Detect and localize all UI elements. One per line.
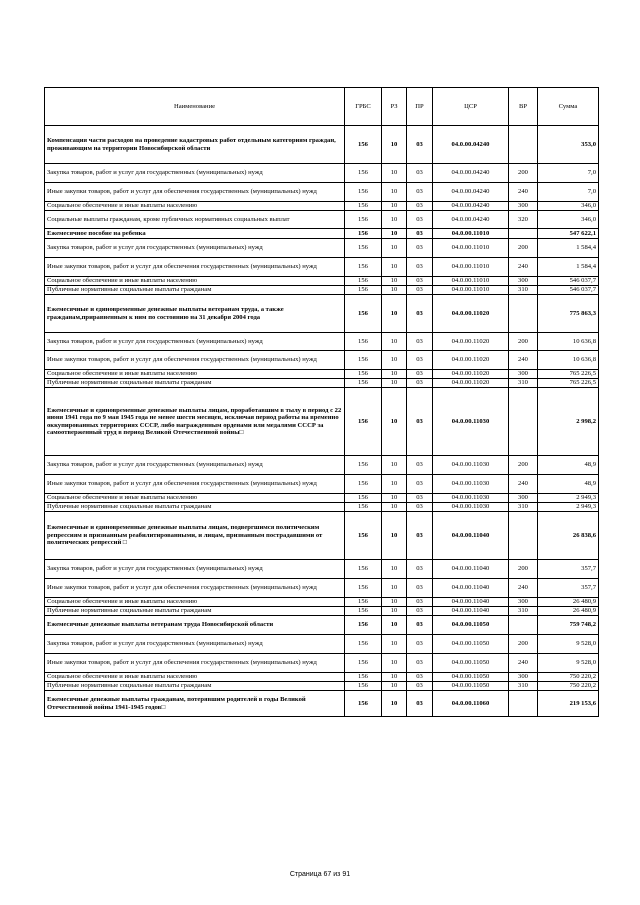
cell-rz: 10 <box>382 691 407 717</box>
cell-pr: 03 <box>407 183 433 202</box>
cell-vr <box>509 229 538 239</box>
cell-csr: 04.0.00.11050 <box>433 673 509 682</box>
cell-csr: 04.0.00.11020 <box>433 295 509 333</box>
cell-vr: 200 <box>509 635 538 654</box>
cell-grbs: 156 <box>345 229 382 239</box>
cell-grbs: 156 <box>345 616 382 635</box>
cell-pr: 03 <box>407 682 433 691</box>
cell-sum: 7,0 <box>538 164 599 183</box>
cell-name: Иные закупки товаров, работ и услуг для обеспечения государственных (муниципальных) нужд <box>45 351 345 370</box>
cell-csr: 04.0.00.11030 <box>433 494 509 503</box>
cell-rz: 10 <box>382 351 407 370</box>
cell-rz: 10 <box>382 682 407 691</box>
cell-grbs: 156 <box>345 635 382 654</box>
table-row <box>45 370 599 379</box>
cell-csr: 04.0.00.11010 <box>433 258 509 277</box>
cell-name: Закупка товаров, работ и услуг для государственных (муниципальных) нужд <box>45 560 345 579</box>
cell-rz: 10 <box>382 598 407 607</box>
cell-name: Иные закупки товаров, работ и услуг для обеспечения государственных (муниципальных) нужд <box>45 258 345 277</box>
cell-name: Ежемесячное пособие на ребенка <box>45 229 345 239</box>
cell-rz: 10 <box>382 635 407 654</box>
cell-grbs: 156 <box>345 494 382 503</box>
cell-rz: 10 <box>382 560 407 579</box>
cell-csr: 04.0.00.04240 <box>433 202 509 211</box>
cell-sum: 48,9 <box>538 475 599 494</box>
table-row <box>45 126 599 164</box>
cell-name: Иные закупки товаров, работ и услуг для обеспечения государственных (муниципальных) нужд <box>45 183 345 202</box>
header-vr: ВР <box>509 88 538 126</box>
cell-pr: 03 <box>407 475 433 494</box>
table-row <box>45 503 599 512</box>
cell-rz: 10 <box>382 475 407 494</box>
header-rz: РЗ <box>382 88 407 126</box>
cell-csr: 04.0.00.11030 <box>433 388 509 456</box>
cell-csr: 04.0.00.11040 <box>433 560 509 579</box>
cell-vr <box>509 616 538 635</box>
cell-csr: 04.0.00.11040 <box>433 598 509 607</box>
cell-vr: 200 <box>509 456 538 475</box>
cell-vr: 240 <box>509 351 538 370</box>
cell-csr: 04.0.00.11040 <box>433 512 509 560</box>
table-row <box>45 333 599 351</box>
table-row <box>45 654 599 673</box>
cell-grbs: 156 <box>345 691 382 717</box>
cell-csr: 04.0.00.11030 <box>433 503 509 512</box>
cell-rz: 10 <box>382 126 407 164</box>
cell-name: Иные закупки товаров, работ и услуг для обеспечения государственных (муниципальных) нужд <box>45 654 345 673</box>
cell-name: Социальное обеспечение и иные выплаты населению <box>45 202 345 211</box>
cell-rz: 10 <box>382 616 407 635</box>
cell-pr: 03 <box>407 202 433 211</box>
cell-rz: 10 <box>382 211 407 229</box>
header-pr: ПР <box>407 88 433 126</box>
cell-name: Ежемесячные и единовременные денежные выплаты лицам, проработавшим в тылу в период с 22 июня 1941 года по 9 мая 1945 года не менее шести месяцев, исключая период работы на временно оккупированных территориях СССР, либо награжденным орденами или медалями СССР за самоотверженный труд в период Великой Отечественной войны□ <box>45 388 345 456</box>
table-row <box>45 475 599 494</box>
cell-rz: 10 <box>382 579 407 598</box>
cell-vr: 300 <box>509 598 538 607</box>
cell-sum: 1 584,4 <box>538 239 599 258</box>
cell-sum: 9 528,0 <box>538 654 599 673</box>
table-row <box>45 607 599 616</box>
cell-pr: 03 <box>407 673 433 682</box>
cell-grbs: 156 <box>345 164 382 183</box>
table-row <box>45 682 599 691</box>
cell-csr: 04.0.00.11020 <box>433 379 509 388</box>
cell-name: Закупка товаров, работ и услуг для государственных (муниципальных) нужд <box>45 333 345 351</box>
cell-grbs: 156 <box>345 682 382 691</box>
cell-rz: 10 <box>382 258 407 277</box>
cell-sum: 10 636,8 <box>538 351 599 370</box>
cell-rz: 10 <box>382 673 407 682</box>
cell-vr: 200 <box>509 560 538 579</box>
table-row <box>45 239 599 258</box>
cell-sum: 26 838,6 <box>538 512 599 560</box>
cell-vr: 300 <box>509 202 538 211</box>
cell-pr: 03 <box>407 229 433 239</box>
cell-name: Социальное обеспечение и иные выплаты населению <box>45 494 345 503</box>
cell-csr: 04.0.00.11050 <box>433 635 509 654</box>
cell-sum: 750 220,2 <box>538 682 599 691</box>
cell-vr: 310 <box>509 503 538 512</box>
cell-pr: 03 <box>407 333 433 351</box>
table-row <box>45 560 599 579</box>
cell-vr: 240 <box>509 183 538 202</box>
cell-grbs: 156 <box>345 239 382 258</box>
cell-pr: 03 <box>407 616 433 635</box>
cell-vr: 310 <box>509 682 538 691</box>
cell-rz: 10 <box>382 388 407 456</box>
cell-rz: 10 <box>382 183 407 202</box>
cell-sum: 357,7 <box>538 579 599 598</box>
table-row <box>45 673 599 682</box>
cell-csr: 04.0.00.11040 <box>433 607 509 616</box>
table-row <box>45 616 599 635</box>
cell-rz: 10 <box>382 503 407 512</box>
cell-rz: 10 <box>382 456 407 475</box>
cell-grbs: 156 <box>345 607 382 616</box>
cell-pr: 03 <box>407 379 433 388</box>
cell-grbs: 156 <box>345 183 382 202</box>
cell-name: Публичные нормативные социальные выплаты гражданам <box>45 286 345 295</box>
cell-sum: 765 226,5 <box>538 370 599 379</box>
cell-vr: 240 <box>509 579 538 598</box>
table-row <box>45 211 599 229</box>
cell-grbs: 156 <box>345 258 382 277</box>
cell-name: Закупка товаров, работ и услуг для государственных (муниципальных) нужд <box>45 239 345 258</box>
cell-grbs: 156 <box>345 379 382 388</box>
table-row <box>45 229 599 239</box>
cell-grbs: 156 <box>345 277 382 286</box>
table-row <box>45 164 599 183</box>
cell-sum: 775 863,3 <box>538 295 599 333</box>
cell-grbs: 156 <box>345 456 382 475</box>
table-row <box>45 379 599 388</box>
cell-sum: 9 528,0 <box>538 635 599 654</box>
cell-pr: 03 <box>407 164 433 183</box>
cell-sum: 219 153,6 <box>538 691 599 717</box>
cell-name: Социальное обеспечение и иные выплаты населению <box>45 598 345 607</box>
cell-vr <box>509 126 538 164</box>
cell-rz: 10 <box>382 164 407 183</box>
cell-sum: 2 949,3 <box>538 503 599 512</box>
table-body <box>45 126 599 717</box>
header-name: Наименование <box>45 88 345 126</box>
cell-rz: 10 <box>382 494 407 503</box>
cell-pr: 03 <box>407 635 433 654</box>
cell-sum: 2 949,3 <box>538 494 599 503</box>
header-csr: ЦСР <box>433 88 509 126</box>
cell-vr <box>509 295 538 333</box>
cell-name: Компенсация части расходов на проведение кадастровых работ отдельным категориям граждан, проживающим на территории Новосибирской области <box>45 126 345 164</box>
cell-grbs: 156 <box>345 126 382 164</box>
cell-name: Публичные нормативные социальные выплаты гражданам <box>45 607 345 616</box>
table-row <box>45 512 599 560</box>
cell-csr: 04.0.00.11010 <box>433 229 509 239</box>
cell-grbs: 156 <box>345 598 382 607</box>
cell-vr: 200 <box>509 333 538 351</box>
cell-sum: 1 584,4 <box>538 258 599 277</box>
cell-csr: 04.0.00.11010 <box>433 239 509 258</box>
cell-csr: 04.0.00.11020 <box>433 333 509 351</box>
cell-vr: 240 <box>509 654 538 673</box>
cell-sum: 765 226,5 <box>538 379 599 388</box>
cell-pr: 03 <box>407 579 433 598</box>
cell-pr: 03 <box>407 286 433 295</box>
cell-rz: 10 <box>382 654 407 673</box>
table-row <box>45 635 599 654</box>
cell-name: Ежемесячные и единовременные денежные выплаты ветеранам труда, а также гражданам,приравненным к ним по состоянию на 31 декабря 2004 года <box>45 295 345 333</box>
cell-rz: 10 <box>382 333 407 351</box>
cell-rz: 10 <box>382 607 407 616</box>
cell-vr <box>509 388 538 456</box>
cell-vr <box>509 512 538 560</box>
cell-csr: 04.0.00.04240 <box>433 183 509 202</box>
cell-sum: 759 748,2 <box>538 616 599 635</box>
cell-name: Ежемесячные денежные выплаты ветеранам труда Новосибирской области <box>45 616 345 635</box>
cell-pr: 03 <box>407 503 433 512</box>
cell-grbs: 156 <box>345 560 382 579</box>
cell-csr: 04.0.00.11050 <box>433 616 509 635</box>
cell-name: Ежемесячные и единовременные денежные выплаты лицам, подвергшимся политическим репрессиям и признанным реабилитированными, и лицам, признанным пострадавшими от политических репрессий □ <box>45 512 345 560</box>
cell-csr: 04.0.00.11010 <box>433 277 509 286</box>
cell-sum: 346,0 <box>538 211 599 229</box>
cell-csr: 04.0.00.11030 <box>433 475 509 494</box>
cell-vr: 310 <box>509 607 538 616</box>
table-row <box>45 351 599 370</box>
cell-pr: 03 <box>407 456 433 475</box>
cell-csr: 04.0.00.11020 <box>433 351 509 370</box>
cell-grbs: 156 <box>345 333 382 351</box>
table-row <box>45 183 599 202</box>
cell-name: Публичные нормативные социальные выплаты гражданам <box>45 379 345 388</box>
cell-rz: 10 <box>382 370 407 379</box>
cell-rz: 10 <box>382 286 407 295</box>
cell-grbs: 156 <box>345 351 382 370</box>
cell-pr: 03 <box>407 295 433 333</box>
cell-rz: 10 <box>382 277 407 286</box>
cell-csr: 04.0.00.04240 <box>433 211 509 229</box>
cell-pr: 03 <box>407 211 433 229</box>
cell-name: Иные закупки товаров, работ и услуг для обеспечения государственных (муниципальных) нужд <box>45 475 345 494</box>
cell-vr: 310 <box>509 379 538 388</box>
cell-csr: 04.0.00.11060 <box>433 691 509 717</box>
cell-pr: 03 <box>407 654 433 673</box>
cell-name: Закупка товаров, работ и услуг для государственных (муниципальных) нужд <box>45 164 345 183</box>
cell-csr: 04.0.00.04240 <box>433 126 509 164</box>
cell-vr: 240 <box>509 258 538 277</box>
cell-name: Иные закупки товаров, работ и услуг для обеспечения государственных (муниципальных) нужд <box>45 579 345 598</box>
cell-pr: 03 <box>407 239 433 258</box>
cell-vr: 310 <box>509 286 538 295</box>
cell-name: Публичные нормативные социальные выплаты гражданам <box>45 682 345 691</box>
table-row <box>45 202 599 211</box>
cell-sum: 10 636,8 <box>538 333 599 351</box>
cell-grbs: 156 <box>345 673 382 682</box>
cell-vr: 200 <box>509 164 538 183</box>
cell-grbs: 156 <box>345 512 382 560</box>
table-row <box>45 579 599 598</box>
cell-csr: 04.0.00.11050 <box>433 682 509 691</box>
cell-pr: 03 <box>407 598 433 607</box>
cell-vr: 300 <box>509 370 538 379</box>
cell-csr: 04.0.00.11020 <box>433 370 509 379</box>
cell-name: Социальное обеспечение и иные выплаты населению <box>45 673 345 682</box>
cell-sum: 750 220,2 <box>538 673 599 682</box>
cell-pr: 03 <box>407 126 433 164</box>
cell-sum: 2 998,2 <box>538 388 599 456</box>
cell-grbs: 156 <box>345 503 382 512</box>
cell-grbs: 156 <box>345 388 382 456</box>
cell-sum: 26 480,9 <box>538 607 599 616</box>
budget-table <box>44 87 599 717</box>
table-row <box>45 456 599 475</box>
cell-pr: 03 <box>407 277 433 286</box>
table-row <box>45 258 599 277</box>
table-header-row <box>45 88 599 126</box>
table-row <box>45 388 599 456</box>
cell-vr: 240 <box>509 475 538 494</box>
cell-pr: 03 <box>407 370 433 379</box>
cell-vr: 300 <box>509 673 538 682</box>
cell-pr: 03 <box>407 351 433 370</box>
cell-vr: 320 <box>509 211 538 229</box>
cell-sum: 48,9 <box>538 456 599 475</box>
page-footer: Страница 67 из 91 <box>289 871 351 878</box>
cell-pr: 03 <box>407 258 433 277</box>
table-row <box>45 691 599 717</box>
header-sum: Сумма <box>538 88 599 126</box>
cell-csr: 04.0.00.11050 <box>433 654 509 673</box>
table-row <box>45 295 599 333</box>
cell-csr: 04.0.00.04240 <box>433 164 509 183</box>
cell-vr: 200 <box>509 239 538 258</box>
cell-name: Социальное обеспечение и иные выплаты населению <box>45 370 345 379</box>
cell-pr: 03 <box>407 560 433 579</box>
cell-pr: 03 <box>407 607 433 616</box>
cell-grbs: 156 <box>345 286 382 295</box>
cell-sum: 353,0 <box>538 126 599 164</box>
cell-rz: 10 <box>382 512 407 560</box>
cell-name: Публичные нормативные социальные выплаты гражданам <box>45 503 345 512</box>
cell-sum: 346,0 <box>538 202 599 211</box>
cell-rz: 10 <box>382 239 407 258</box>
cell-vr: 300 <box>509 277 538 286</box>
cell-pr: 03 <box>407 691 433 717</box>
cell-sum: 546 037,7 <box>538 277 599 286</box>
cell-vr <box>509 691 538 717</box>
cell-grbs: 156 <box>345 579 382 598</box>
cell-grbs: 156 <box>345 654 382 673</box>
cell-sum: 7,0 <box>538 183 599 202</box>
cell-pr: 03 <box>407 512 433 560</box>
cell-name: Социальное обеспечение и иные выплаты населению <box>45 277 345 286</box>
table-row <box>45 598 599 607</box>
table-row <box>45 286 599 295</box>
cell-csr: 04.0.00.11040 <box>433 579 509 598</box>
header-grbs: ГРБС <box>345 88 382 126</box>
cell-rz: 10 <box>382 379 407 388</box>
cell-grbs: 156 <box>345 211 382 229</box>
cell-name: Социальные выплаты гражданам, кроме публичных нормативных социальных выплат <box>45 211 345 229</box>
cell-rz: 10 <box>382 295 407 333</box>
cell-sum: 547 622,1 <box>538 229 599 239</box>
cell-sum: 26 480,9 <box>538 598 599 607</box>
cell-csr: 04.0.00.11010 <box>433 286 509 295</box>
cell-grbs: 156 <box>345 475 382 494</box>
cell-name: Закупка товаров, работ и услуг для государственных (муниципальных) нужд <box>45 635 345 654</box>
cell-grbs: 156 <box>345 202 382 211</box>
cell-name: Ежемесячные денежные выплаты гражданам, потерявшим родителей в годы Великой Отечественной войны 1941-1945 годов□ <box>45 691 345 717</box>
cell-csr: 04.0.00.11030 <box>433 456 509 475</box>
cell-sum: 546 037,7 <box>538 286 599 295</box>
cell-grbs: 156 <box>345 370 382 379</box>
cell-vr: 300 <box>509 494 538 503</box>
cell-pr: 03 <box>407 494 433 503</box>
table-row <box>45 494 599 503</box>
cell-rz: 10 <box>382 202 407 211</box>
cell-name: Закупка товаров, работ и услуг для государственных (муниципальных) нужд <box>45 456 345 475</box>
table-row <box>45 277 599 286</box>
cell-sum: 357,7 <box>538 560 599 579</box>
cell-rz: 10 <box>382 229 407 239</box>
cell-grbs: 156 <box>345 295 382 333</box>
cell-pr: 03 <box>407 388 433 456</box>
